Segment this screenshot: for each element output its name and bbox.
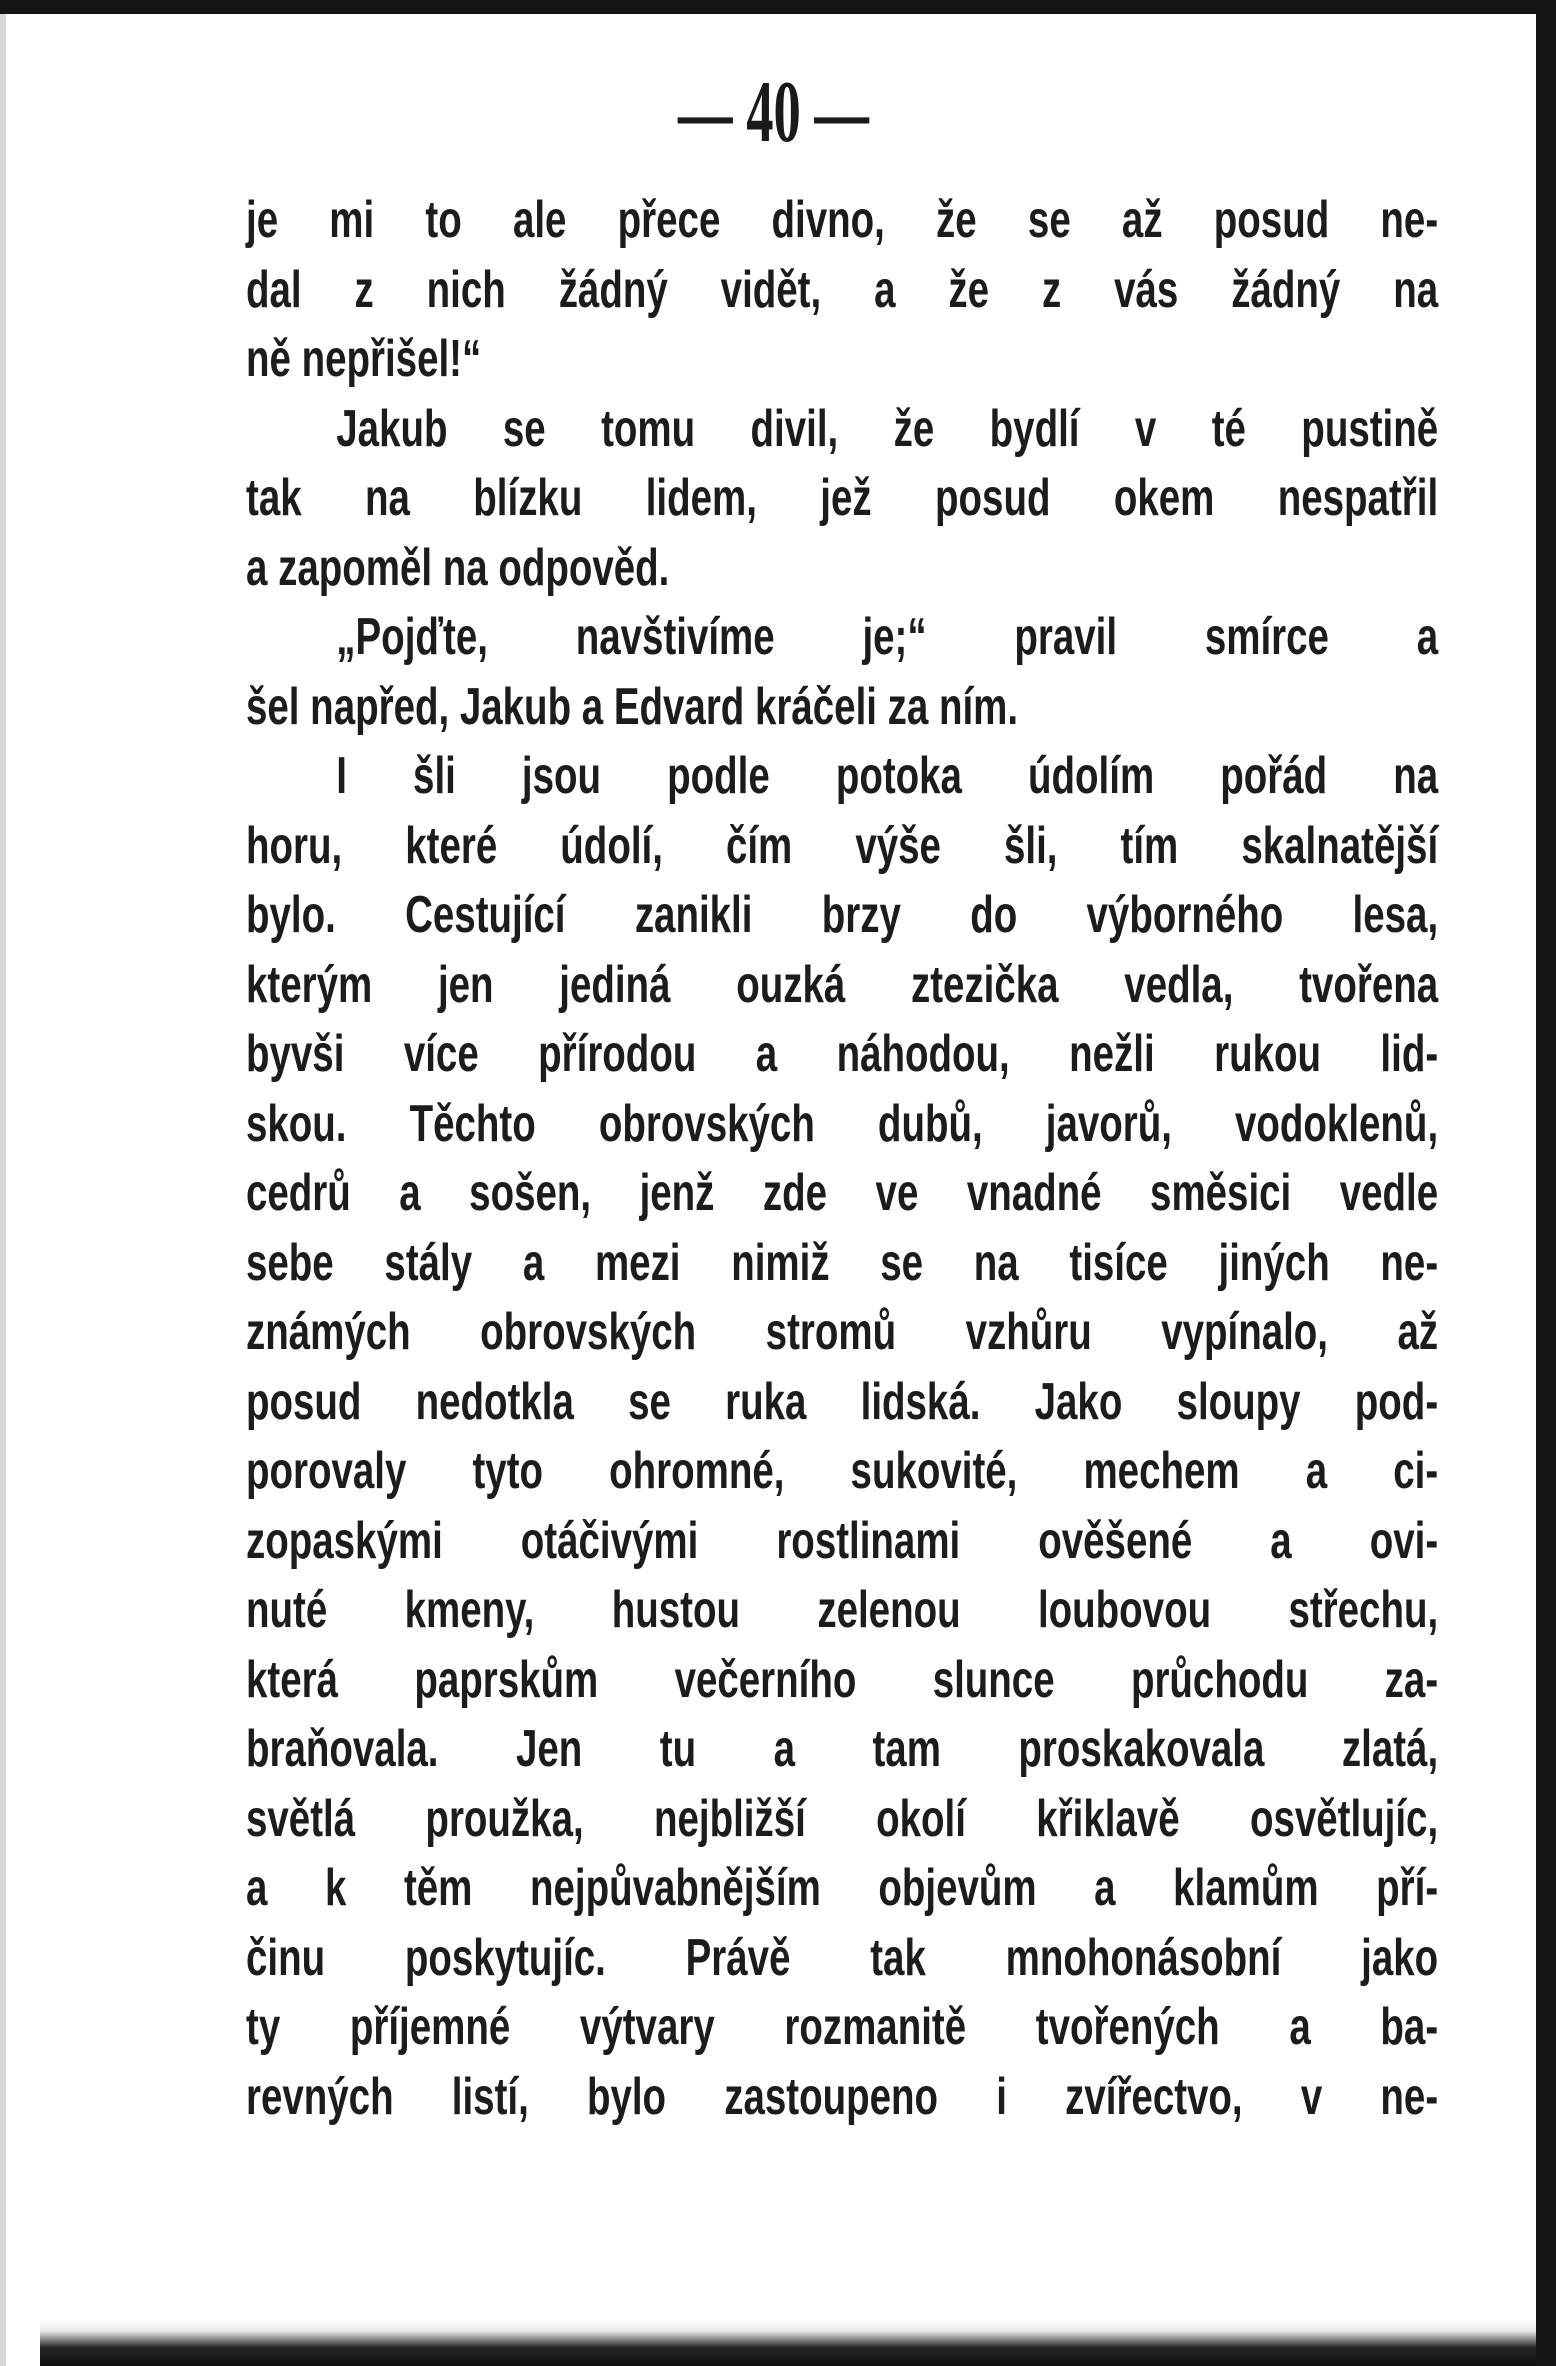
text-line-26: činu poskytujíc. Právě tak mnohonásobní jako bbox=[246, 1928, 1439, 1987]
text-line-10: horu, které údolí, čím výše šli, tím skalnatější bbox=[246, 816, 1439, 875]
body-text bbox=[246, 186, 1438, 2132]
text-line-25: a k těm nejpůvabnějším objevům a klamům pří- bbox=[246, 1859, 1439, 1917]
text-line-15: cedrů a sošen, jenž zde ve vnadné směsici vedle bbox=[246, 1164, 1439, 1222]
text-line-23: braňovala. Jen tu a tam proskakovala zlatá, bbox=[246, 1720, 1439, 1778]
scan-top-border bbox=[0, 0, 1556, 14]
text-line-27: ty příjemné výtvary rozmanitě tvořených a ba- bbox=[246, 1998, 1439, 2056]
text-line-21: nuté kmeny, hustou zelenou loubovou střechu, bbox=[246, 1581, 1439, 1639]
text-line-19: porovaly tyto ohromné, sukovité, mechem a ci- bbox=[246, 1442, 1439, 1500]
scan-bottom-border bbox=[40, 2320, 1536, 2366]
text-line-28: revných listí, bylo zastoupeno i zvířectvo, v ne- bbox=[246, 2067, 1439, 2126]
text-line-3: ně nepřišel!“ bbox=[246, 330, 482, 388]
scan-left-shadow bbox=[0, 14, 6, 2366]
text-line-7: „Pojďte, navštivíme je;“ pravil smírce a bbox=[336, 608, 1439, 666]
text-line-16: sebe stály a mezi nimiž se na tisíce jiných ne- bbox=[246, 1233, 1439, 1292]
text-line-9: I šli jsou podle potoka údolím pořád na bbox=[336, 747, 1439, 805]
text-line-4: Jakub se tomu divil, že bydlí v té pustině bbox=[336, 399, 1439, 458]
text-line-5: tak na blízku lidem, jež posud okem nespatřil bbox=[246, 469, 1439, 527]
scan-right-border bbox=[1536, 0, 1556, 2366]
text-line-1: je mi to ale přece divno, že se až posud ne- bbox=[246, 191, 1439, 249]
text-line-2: dal z nich žádný vidět, a že z vás žádný na bbox=[246, 260, 1439, 319]
text-line-11: bylo. Cestující zanikli brzy do výborného lesa, bbox=[246, 886, 1439, 944]
text-line-24: světlá proužka, nejbližší okolí křiklavě osvětlujíc, bbox=[246, 1789, 1439, 1848]
page-number: — 40 — bbox=[678, 64, 869, 161]
text-line-22: která paprskům večerního slunce průchodu za- bbox=[246, 1650, 1439, 1709]
text-line-14: skou. Těchto obrovských dubů, javorů, vodoklenů, bbox=[246, 1094, 1439, 1153]
text-line-20: zopaskými otáčivými rostlinami ověšené a ovi- bbox=[246, 1511, 1439, 1570]
text-line-18: posud nedotkla se ruka lidská. Jako sloupy pod- bbox=[246, 1372, 1439, 1431]
text-line-13: byvši více přírodou a náhodou, nežli rukou lid- bbox=[246, 1025, 1439, 1083]
text-line-12: kterým jen jediná ouzká ztezička vedla, tvořena bbox=[246, 955, 1439, 1014]
text-line-17: známých obrovských stromů vzhůru vypínalo, až bbox=[246, 1303, 1439, 1361]
text-line-8: šel napřed, Jakub a Edvard kráčeli za ním. bbox=[246, 677, 1019, 736]
text-line-6: a zapoměl na odpověd. bbox=[246, 538, 670, 597]
